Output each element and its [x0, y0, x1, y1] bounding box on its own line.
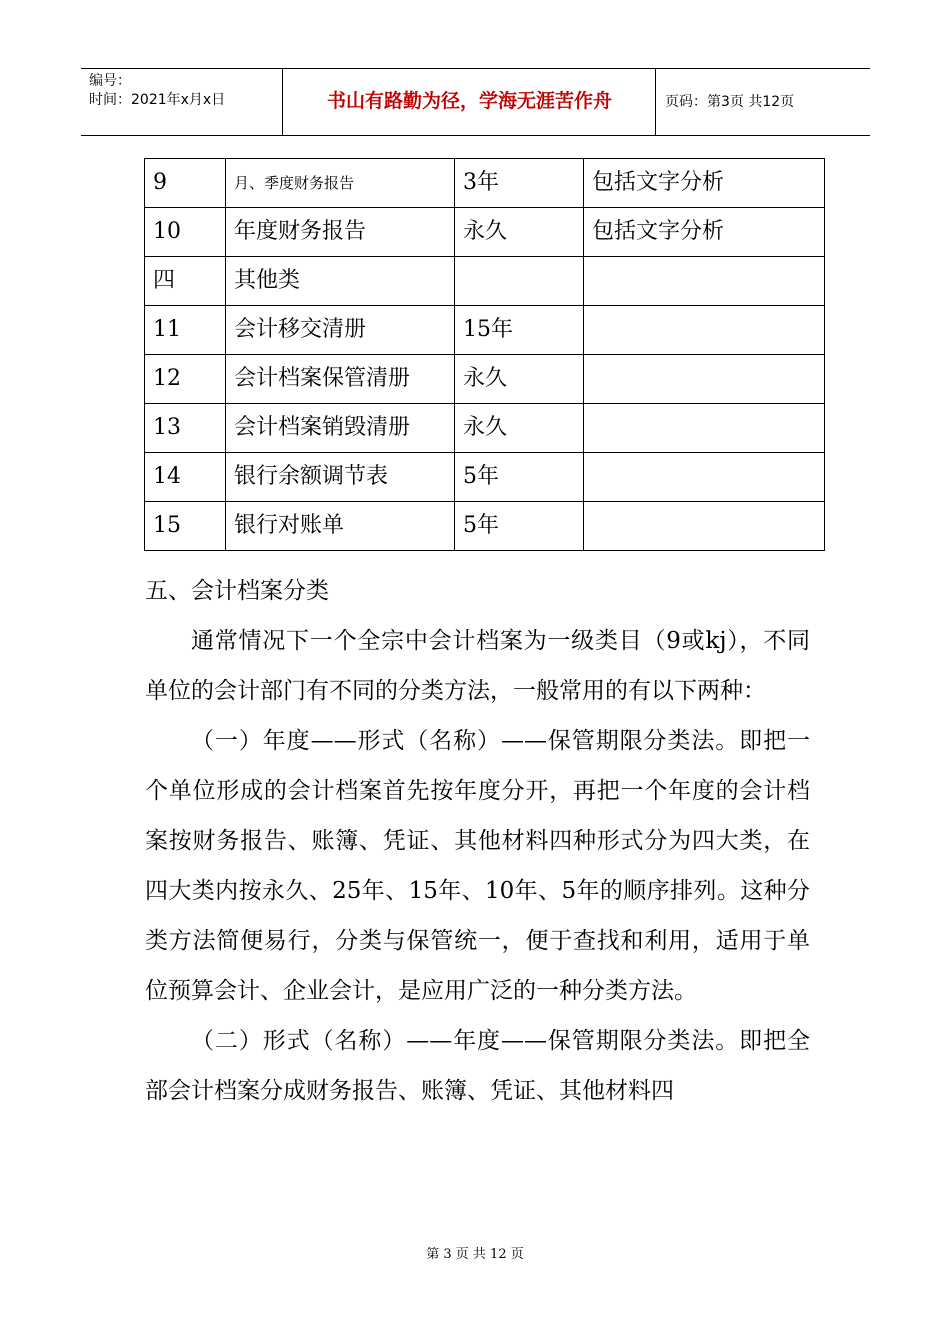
- table-row: [145, 306, 825, 355]
- header-date: 时间：2021年x月x日: [89, 92, 226, 108]
- table-cell-name: 银行对账单: [226, 502, 455, 551]
- table-cell-name: 其他类: [226, 257, 455, 306]
- table-cell-number: 12: [145, 355, 226, 404]
- table-row: [145, 355, 825, 404]
- table-cell-name: 会计移交清册: [226, 306, 455, 355]
- table-cell-name: 会计档案保管清册: [226, 355, 455, 404]
- table-cell-number: 11: [145, 306, 226, 355]
- header-number: 编号：: [89, 73, 131, 89]
- paragraph: 通常情况下一个全宗中会计档案为一级类目（9或kj），不同单位的会计部门有不同的分类方法，一般常用的有以下两种：: [145, 628, 810, 704]
- table-cell-period: 永久: [455, 355, 584, 404]
- page-footer: 第 3 页 共 12 页: [426, 1247, 524, 1262]
- table-cell-period: 5年: [455, 453, 584, 502]
- header-meta: [89, 72, 225, 110]
- table-cell-number: 四: [145, 257, 226, 306]
- paragraph: （二）形式（名称）——年度——保管期限分类法。即把全部会计档案分成财务报告、账簿、凭证、其他材料四: [145, 1028, 810, 1104]
- table-cell-name: 年度财务报告: [226, 208, 455, 257]
- table-cell-period: 永久: [455, 208, 584, 257]
- header-motto: 书山有路勤为径，学海无涯苦作舟: [326, 90, 612, 112]
- table-cell-name: 月、季度财务报告: [226, 159, 455, 208]
- page-header: [81, 68, 870, 136]
- table-cell-note: [584, 306, 825, 355]
- header-page-info: 页码：第3页 共12页: [665, 94, 795, 110]
- table-cell-note: [584, 355, 825, 404]
- table-cell-note: 包括文字分析: [584, 159, 825, 208]
- table-row: [145, 453, 825, 502]
- table-cell-name: 银行余额调节表: [226, 453, 455, 502]
- table-row: [145, 404, 825, 453]
- table-cell-period: [455, 257, 584, 306]
- table-cell-period: 3年: [455, 159, 584, 208]
- table-cell-number: 9: [145, 159, 226, 208]
- table-cell-note: [584, 502, 825, 551]
- table-cell-number: 15: [145, 502, 226, 551]
- table-cell-period: 5年: [455, 502, 584, 551]
- table-row: [145, 502, 825, 551]
- table-row: [145, 257, 825, 306]
- table-cell-period: 15年: [455, 306, 584, 355]
- table-cell-note: 包括文字分析: [584, 208, 825, 257]
- table-cell-note: [584, 404, 825, 453]
- table-cell-period: 永久: [455, 404, 584, 453]
- archive-retention-table: [144, 158, 825, 551]
- table-cell-name: 会计档案销毁清册: [226, 404, 455, 453]
- document-body: [145, 566, 810, 1116]
- table-cell-note: [584, 257, 825, 306]
- table-cell-note: [584, 453, 825, 502]
- table-row: [145, 159, 825, 208]
- table-row: [145, 208, 825, 257]
- section-title: 五、会计档案分类: [145, 578, 329, 604]
- table-cell-number: 14: [145, 453, 226, 502]
- table-cell-number: 13: [145, 404, 226, 453]
- table-cell-number: 10: [145, 208, 226, 257]
- header-divider: [655, 69, 656, 136]
- paragraph: （一）年度——形式（名称）——保管期限分类法。即把一个单位形成的会计档案首先按年度分开，再把一个年度的会计档案按财务报告、账簿、凭证、其他材料四种形式分为四大类，在四大类内按永久、25年、15年、10年、5年的顺序排列。这种分类方法简便易行，分类与保管统一，便于查找和利用，适用于单位预算会计、企业会计，是应用广泛的一种分类方法。: [145, 728, 810, 1004]
